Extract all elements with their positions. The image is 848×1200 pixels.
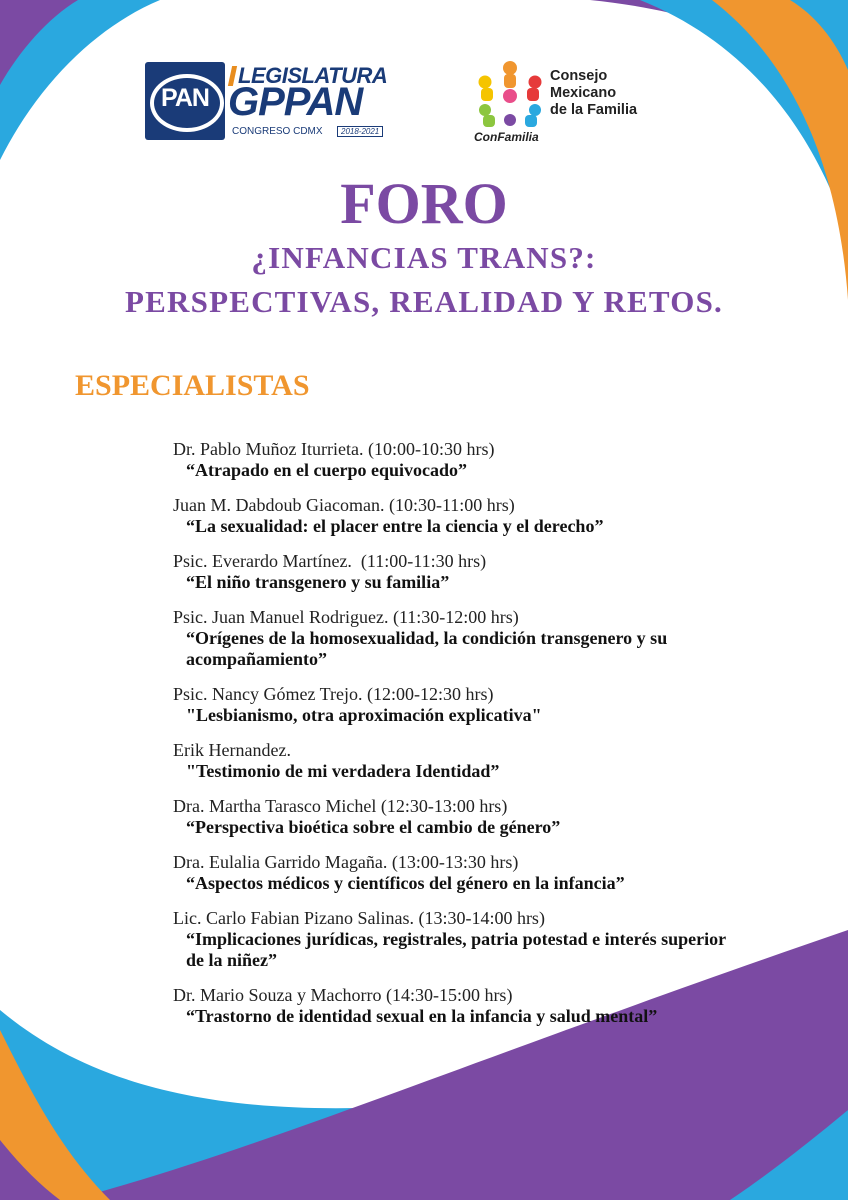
confamilia-name: Consejo Mexicano de la Familia xyxy=(550,68,638,118)
legislatura-text: LEGISLATURA xyxy=(238,63,388,88)
section-heading: ESPECIALISTAS xyxy=(75,369,310,402)
talk-title: "Testimonio de mi verdadera Identidad” xyxy=(186,761,500,781)
speaker-name: Psic. Everardo Martínez. (11:00-11:30 hrs) xyxy=(173,551,487,571)
pan-emblem xyxy=(145,62,225,140)
years-text: 2018-2021 xyxy=(337,126,383,137)
subtitle-line-1: ¿INFANCIAS TRANS?: xyxy=(251,240,597,275)
speaker-item xyxy=(173,851,753,894)
speaker-name: Juan M. Dabdoub Giacoman. (10:30-11:00 hrs) xyxy=(173,495,515,515)
talk-title: "Lesbianismo, otra aproximación explicativa" xyxy=(186,705,542,725)
speaker-item xyxy=(173,438,753,481)
speaker-name: Psic. Juan Manuel Rodriguez. (11:30-12:00 hrs) xyxy=(173,607,519,627)
speaker-list xyxy=(173,438,753,1040)
confamilia-logo xyxy=(472,58,682,148)
speaker-name: Lic. Carlo Fabian Pizano Salinas. (13:30-14:00 hrs) xyxy=(173,908,545,928)
pan-mark: PAN xyxy=(161,84,209,112)
speaker-name: Psic. Nancy Gómez Trejo. (12:00-12:30 hrs) xyxy=(173,684,494,704)
subtitle-line-2: PERSPECTIVAS, REALIDAD Y RETOS. xyxy=(125,284,723,319)
pan-gppan-logo xyxy=(145,62,390,144)
speaker-item xyxy=(173,683,753,726)
speaker-name: Dra. Martha Tarasco Michel (12:30-13:00 hrs) xyxy=(173,796,508,816)
speaker-name: Dra. Eulalia Garrido Magaña. (13:00-13:30 hrs) xyxy=(173,852,519,872)
speaker-name: Dr. Pablo Muñoz Iturrieta. (10:00-10:30 hrs) xyxy=(173,439,495,459)
speaker-name: Erik Hernandez. xyxy=(173,740,291,760)
speaker-item xyxy=(173,907,753,971)
speaker-item xyxy=(173,494,753,537)
family-circle-icon xyxy=(472,58,548,132)
talk-title: “Trastorno de identidad sexual en la infancia y salud mental” xyxy=(186,1006,658,1026)
talk-title: “Implicaciones jurídicas, registrales, patria potestad e interés superior de la niñez” xyxy=(186,929,726,970)
congreso-text: CONGRESO CDMX xyxy=(232,126,323,137)
speaker-item xyxy=(173,984,753,1027)
gppan-text: GPPAN xyxy=(228,80,363,124)
talk-title: “Aspectos médicos y científicos del género en la infancia” xyxy=(186,873,625,893)
talk-title: “Orígenes de la homosexualidad, la condición transgenero y su acompañamiento” xyxy=(186,628,668,669)
talk-title: “Atrapado en el cuerpo equivocado” xyxy=(186,460,467,480)
page-title: FORO xyxy=(340,171,508,236)
speaker-name: Dr. Mario Souza y Machorro (14:30-15:00 hrs) xyxy=(173,985,513,1005)
speaker-item xyxy=(173,550,753,593)
talk-title: “El niño transgenero y su familia” xyxy=(186,572,450,592)
talk-title: “Perspectiva bioética sobre el cambio de género” xyxy=(186,817,561,837)
speaker-item xyxy=(173,606,753,670)
speaker-item xyxy=(173,795,753,838)
talk-title: “La sexualidad: el placer entre la ciencia y el derecho” xyxy=(186,516,604,536)
confamilia-brand: ConFamilia xyxy=(474,130,539,144)
speaker-item xyxy=(173,739,753,782)
